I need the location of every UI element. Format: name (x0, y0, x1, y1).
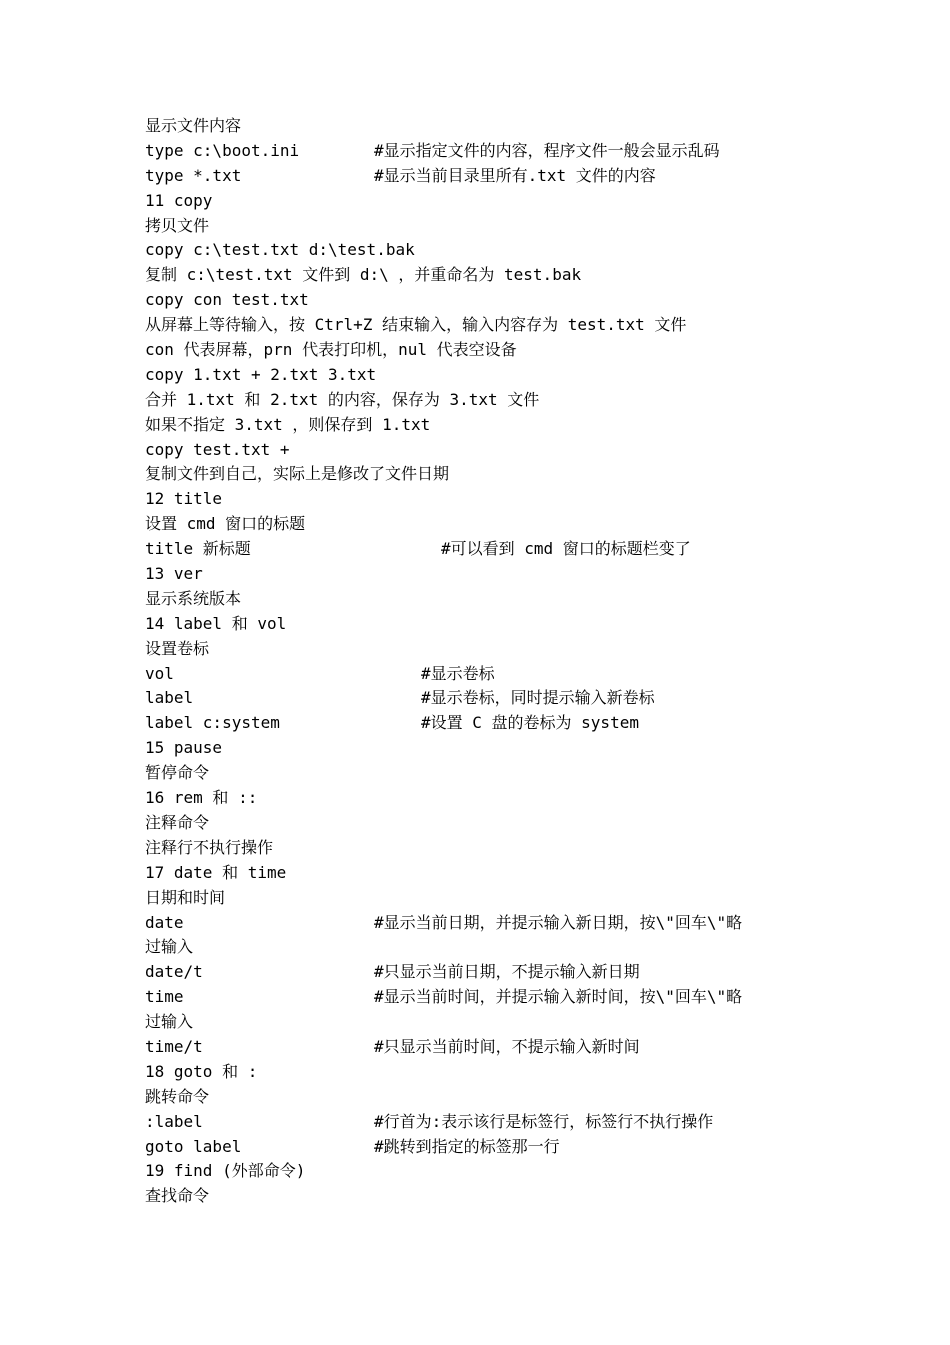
text-line: con 代表屏幕，prn 代表打印机，nul 代表空设备 (145, 340, 517, 360)
text-line (145, 1135, 825, 1160)
text-line (145, 911, 825, 936)
text-line: 跳转命令 (145, 1086, 210, 1106)
text-line: 过输入 (145, 1012, 194, 1032)
text-line: 显示文件内容 (145, 116, 242, 135)
command-text: time (145, 987, 184, 1007)
comment-text: #显示当前日期，并提示输入新日期，按\"回车\"略 (374, 912, 743, 932)
text-line: copy con test.txt (145, 290, 309, 310)
command-text: :label (145, 1111, 203, 1131)
comment-text: #显示当前目录里所有.txt 文件的内容 (374, 165, 656, 185)
text-line: 设置 cmd 窗口的标题 (145, 514, 306, 534)
command-text: label c:system (145, 713, 280, 733)
text-line: copy c:\test.txt d:\test.bak (145, 240, 415, 260)
command-text: type *.txt (145, 165, 242, 185)
text-line (145, 960, 825, 985)
text-line: 14 label 和 vol (145, 613, 287, 633)
text-line: 19 find (外部命令) (145, 1161, 306, 1181)
text-line: 18 goto 和 : (145, 1061, 258, 1081)
text-line: copy test.txt + (145, 439, 290, 459)
comment-text: #只显示当前日期，不提示输入新日期 (374, 962, 640, 982)
text-line: 16 rem 和 :: (145, 788, 258, 808)
text-line: 拷贝文件 (145, 215, 210, 235)
comment-text: #显示卷标 (421, 663, 495, 683)
text-line: 从屏幕上等待输入，按 Ctrl+Z 结束输入，输入内容存为 test.txt 文件 (145, 315, 687, 335)
command-text: vol (145, 663, 174, 683)
text-line (145, 1035, 825, 1060)
text-line: 查找命令 (145, 1186, 210, 1206)
text-line: 注释行不执行操作 (145, 837, 274, 857)
document-body (145, 114, 825, 1209)
command-text: goto label (145, 1136, 242, 1156)
comment-text: #行首为:表示该行是标签行，标签行不执行操作 (374, 1111, 714, 1131)
text-line: 12 title (145, 489, 223, 509)
text-line: 17 date 和 time (145, 862, 287, 882)
text-line: copy 1.txt + 2.txt 3.txt (145, 364, 377, 384)
text-line (145, 164, 825, 189)
command-text: type c:\boot.ini (145, 140, 300, 160)
text-line: 如果不指定 3.txt ，则保存到 1.txt (145, 414, 431, 434)
text-line: 复制 c:\test.txt 文件到 d:\ ，并重命名为 test.bak (145, 265, 582, 285)
text-line: 合并 1.txt 和 2.txt 的内容，保存为 3.txt 文件 (145, 389, 540, 409)
text-line: 暂停命令 (145, 763, 210, 783)
text-line: 注释命令 (145, 812, 210, 832)
text-line: 设置卷标 (145, 638, 210, 658)
comment-text: #显示指定文件的内容，程序文件一般会显示乱码 (374, 140, 720, 160)
text-line: 显示系统版本 (145, 588, 242, 608)
text-line: 15 pause (145, 738, 223, 758)
command-text: title 新标题 (145, 539, 251, 559)
text-line (145, 662, 825, 687)
comment-text: #设置 C 盘的卷标为 system (421, 713, 639, 733)
text-line (145, 686, 825, 711)
comment-text: #可以看到 cmd 窗口的标题栏变了 (441, 539, 691, 559)
command-text: date/t (145, 962, 203, 982)
text-line: 复制文件到自己，实际上是修改了文件日期 (145, 464, 450, 484)
command-text: date (145, 912, 184, 932)
comment-text: #显示当前时间，并提示输入新时间，按\"回车\"略 (374, 987, 743, 1007)
comment-text: #显示卷标，同时提示输入新卷标 (421, 688, 655, 708)
text-line (145, 139, 825, 164)
text-line (145, 537, 825, 562)
text-line: 过输入 (145, 937, 194, 957)
text-line (145, 985, 825, 1010)
text-line (145, 711, 825, 736)
text-line: 日期和时间 (145, 887, 226, 907)
comment-text: #只显示当前时间，不提示输入新时间 (374, 1036, 640, 1056)
command-text: time/t (145, 1036, 203, 1056)
text-line (145, 1110, 825, 1135)
command-text: label (145, 688, 194, 708)
comment-text: #跳转到指定的标签那一行 (374, 1136, 560, 1156)
text-line: 11 copy (145, 190, 213, 210)
text-line: 13 ver (145, 564, 203, 584)
